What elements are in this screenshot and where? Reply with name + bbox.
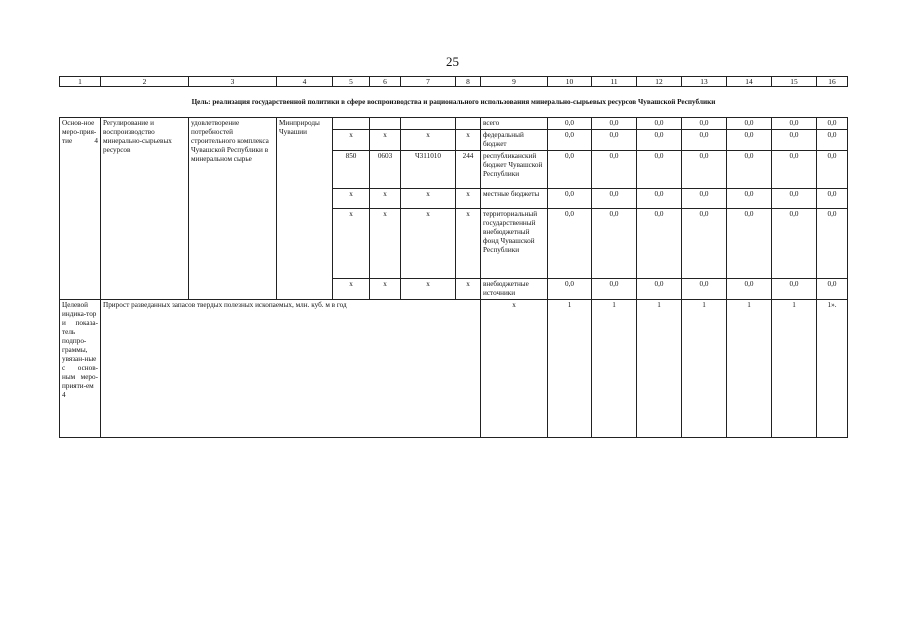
- value-cell: 0,0: [772, 118, 817, 130]
- col-number: 2: [101, 77, 189, 87]
- value-cell: 0,0: [592, 130, 637, 151]
- code-cell: x: [333, 189, 370, 209]
- code-cell: x: [401, 130, 456, 151]
- event-name: Регулирование и воспроизводство минерально-сырьевых ресурсов: [101, 118, 189, 300]
- value-cell: 0,0: [682, 279, 727, 300]
- value-cell: 0,0: [817, 151, 848, 189]
- value-cell: 0,0: [592, 279, 637, 300]
- value-cell: 0,0: [592, 151, 637, 189]
- col-number: 3: [189, 77, 277, 87]
- value-cell: 0,0: [817, 189, 848, 209]
- indicator-value: 1: [682, 300, 727, 438]
- code-cell: 244: [456, 151, 481, 189]
- value-cell: 0,0: [727, 151, 772, 189]
- indicator-row: [60, 300, 848, 438]
- code-cell: [333, 118, 370, 130]
- value-cell: 0,0: [817, 279, 848, 300]
- col-number: 8: [456, 77, 481, 87]
- indicator-source: x: [481, 300, 548, 438]
- value-cell: 0,0: [817, 118, 848, 130]
- col-number: 5: [333, 77, 370, 87]
- funding-source: местные бюджеты: [481, 189, 548, 209]
- funding-source: территориальный государственный внебюджетный фонд Чувашской Республики: [481, 209, 548, 279]
- value-cell: 0,0: [727, 118, 772, 130]
- column-number-row: [60, 77, 848, 87]
- value-cell: 0,0: [772, 209, 817, 279]
- value-cell: 0,0: [682, 118, 727, 130]
- code-cell: x: [370, 209, 401, 279]
- indicator-value: 1: [592, 300, 637, 438]
- funding-source: республиканский бюджет Чувашской Республики: [481, 151, 548, 189]
- value-cell: 0,0: [727, 189, 772, 209]
- col-number: 13: [682, 77, 727, 87]
- code-cell: x: [456, 209, 481, 279]
- funding-row-total: [60, 118, 848, 130]
- value-cell: 0,0: [637, 118, 682, 130]
- code-cell: x: [401, 189, 456, 209]
- col-number: 15: [772, 77, 817, 87]
- col-number: 1: [60, 77, 101, 87]
- goal-text: Цель: реализация государственной политики в сфере воспроизводства и рационального использования минерально-сырьевых ресурсов Чувашской Республики: [191, 97, 716, 106]
- value-cell: 0,0: [548, 279, 592, 300]
- col-number: 10: [548, 77, 592, 87]
- col-number: 14: [727, 77, 772, 87]
- value-cell: 0,0: [817, 130, 848, 151]
- value-cell: 0,0: [592, 118, 637, 130]
- value-cell: 0,0: [727, 130, 772, 151]
- code-cell: Ч311010: [401, 151, 456, 189]
- value-cell: 0,0: [682, 189, 727, 209]
- value-cell: 0,0: [637, 279, 682, 300]
- value-cell: 0,0: [548, 189, 592, 209]
- funding-source: федеральный бюджет: [481, 130, 548, 151]
- code-cell: x: [401, 279, 456, 300]
- col-number: 7: [401, 77, 456, 87]
- value-cell: 0,0: [772, 151, 817, 189]
- value-cell: 0,0: [637, 130, 682, 151]
- program-table: [59, 76, 848, 438]
- code-cell: x: [333, 209, 370, 279]
- col-number: 6: [370, 77, 401, 87]
- code-cell: [370, 118, 401, 130]
- funding-source: внебюджетные источники: [481, 279, 548, 300]
- value-cell: 0,0: [592, 189, 637, 209]
- value-cell: 0,0: [682, 130, 727, 151]
- indicator-value: 1: [637, 300, 682, 438]
- value-cell: 0,0: [772, 279, 817, 300]
- value-cell: 0,0: [727, 279, 772, 300]
- code-cell: x: [333, 279, 370, 300]
- value-cell: 0,0: [548, 209, 592, 279]
- code-cell: x: [370, 189, 401, 209]
- indicator-value: 1: [772, 300, 817, 438]
- indicator-label: Целевой индика-тор и показа-тель подпро-граммы, увязан-ные с основ-ным меро-прияти-ем 4: [60, 300, 101, 438]
- col-number: 9: [481, 77, 548, 87]
- value-cell: 0,0: [548, 118, 592, 130]
- value-cell: 0,0: [727, 209, 772, 279]
- indicator-value: 1».: [817, 300, 848, 438]
- value-cell: 0,0: [817, 209, 848, 279]
- code-cell: x: [370, 130, 401, 151]
- indicator-value: 1: [727, 300, 772, 438]
- code-cell: x: [370, 279, 401, 300]
- code-cell: x: [333, 130, 370, 151]
- value-cell: 0,0: [548, 151, 592, 189]
- value-cell: 0,0: [548, 130, 592, 151]
- indicator-value: 1: [548, 300, 592, 438]
- value-cell: 0,0: [592, 209, 637, 279]
- col-number: 11: [592, 77, 637, 87]
- value-cell: 0,0: [682, 151, 727, 189]
- code-cell: x: [456, 130, 481, 151]
- goal-row: [60, 87, 848, 114]
- code-cell: [456, 118, 481, 130]
- code-cell: x: [456, 189, 481, 209]
- code-cell: [401, 118, 456, 130]
- value-cell: 0,0: [637, 209, 682, 279]
- code-cell: 850: [333, 151, 370, 189]
- event-executor: Минприроды Чувашии: [277, 118, 333, 300]
- col-number: 4: [277, 77, 333, 87]
- value-cell: 0,0: [637, 189, 682, 209]
- funding-source: всего: [481, 118, 548, 130]
- col-number: 12: [637, 77, 682, 87]
- code-cell: x: [401, 209, 456, 279]
- code-cell: 0603: [370, 151, 401, 189]
- value-cell: 0,0: [772, 189, 817, 209]
- event-purpose: удовлетворение потребностей строительного комплекса Чувашской Республики в минеральном сырье: [189, 118, 277, 300]
- indicator-text: Прирост разведанных запасов твердых полезных ископаемых, млн. куб. м в год: [101, 300, 481, 438]
- value-cell: 0,0: [772, 130, 817, 151]
- page-number: 25: [446, 54, 459, 69]
- event-label: Основ-ное меро-прия-тие 4: [60, 118, 101, 300]
- value-cell: 0,0: [637, 151, 682, 189]
- value-cell: 0,0: [682, 209, 727, 279]
- col-number: 16: [817, 77, 848, 87]
- code-cell: x: [456, 279, 481, 300]
